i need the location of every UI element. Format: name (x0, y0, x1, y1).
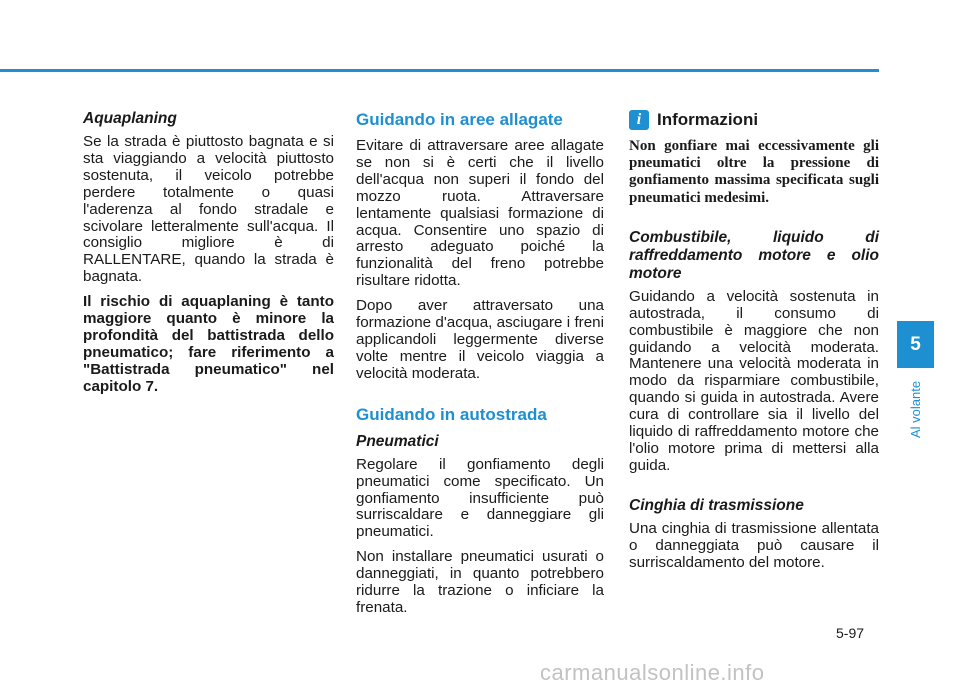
flooded-text-1: Evitare di attraversare aree allagate se non si è certi che il livello dell'acqua non superi il fondo del mozzo ruota. Attraversare lentamente qualsiasi formazione di acqua. Consentire uno spazio di arresto adeguato poiché la funzionalità del freno potrebbe risultare ridotta. (356, 137, 604, 290)
heading-aquaplaning: Aquaplaning (83, 110, 177, 127)
info-title: Informazioni (657, 110, 759, 129)
heading-drive-belt: Cinghia di trasmissione (629, 496, 804, 514)
top-rule (0, 69, 879, 72)
watermark: carmanualsonline.info (540, 660, 765, 685)
flooded-text-2: Dopo aver attraversato una formazione d'acqua, asciugare i freni applicandoli leggermente diverse volte mentre il veicolo viaggia a velocità moderata. (356, 297, 604, 382)
chapter-tab: 5 (897, 321, 934, 368)
heading-highway: Guidando in autostrada (356, 404, 547, 424)
aquaplaning-warning-text: Il rischio di aquaplaning è tanto maggiore quanto è minore la profondità del battistrada dello pneumatico; fare riferimento a "Battistrada pneumatico" nel capitolo 7. (83, 293, 334, 395)
aquaplaning-text: Se la strada è piuttosto bagnata e si sta viaggiando a velocità piuttosto sostenuta, il veicolo potrebbe perdere totalmente o quasi l'aderenza al fondo stradale e scivolare letteralmente sull'acqua. Il consiglio migliore è di RALLENTARE, quando la strada è bagnata. (83, 133, 334, 286)
right-column (629, 110, 879, 580)
chapter-side-label: Al volante (908, 380, 923, 438)
heading-fluids: Combustibile, liquido di raffreddamento motore e olio motore (629, 228, 879, 282)
heading-tyres: Pneumatici (356, 432, 439, 450)
middle-column (356, 110, 604, 625)
info-box-header (629, 110, 879, 130)
page-number: 5-97 (836, 625, 865, 641)
fluids-text: Guidando a velocità sostenuta in autostrada, il consumo di combustibile è maggiore che non guidando a velocità moderata. Mantenere una velocità moderata in modo da risparmiare combustibile, quando si guida in autostrada. Avere cura di controllare sia il livello del liquido di raffreddamento motore che l'olio motore prima di mettersi alla guida. (629, 287, 879, 474)
drive-belt-text: Una cinghia di trasmissione allentata o danneggiata può causare il surriscaldamento del motore. (629, 519, 879, 571)
info-text: Non gonfiare mai eccessivamente gli pneumatici oltre la pressione di gonfiamento massima specificata sugli pneumatici medesimi. (629, 138, 879, 206)
info-icon: i (629, 110, 649, 130)
heading-flooded-areas: Guidando in aree allagate (356, 110, 563, 129)
tyres-text-2: Non installare pneumatici usurati o danneggiati, in quanto potrebbero ridurre la trazione o inficiare la frenata. (356, 548, 604, 616)
left-column (83, 110, 334, 404)
tyres-text-1: Regolare il gonfiamento degli pneumatici come specificato. Un gonfiamento insufficiente può surriscaldare e danneggiare gli pneumatici. (356, 455, 604, 541)
